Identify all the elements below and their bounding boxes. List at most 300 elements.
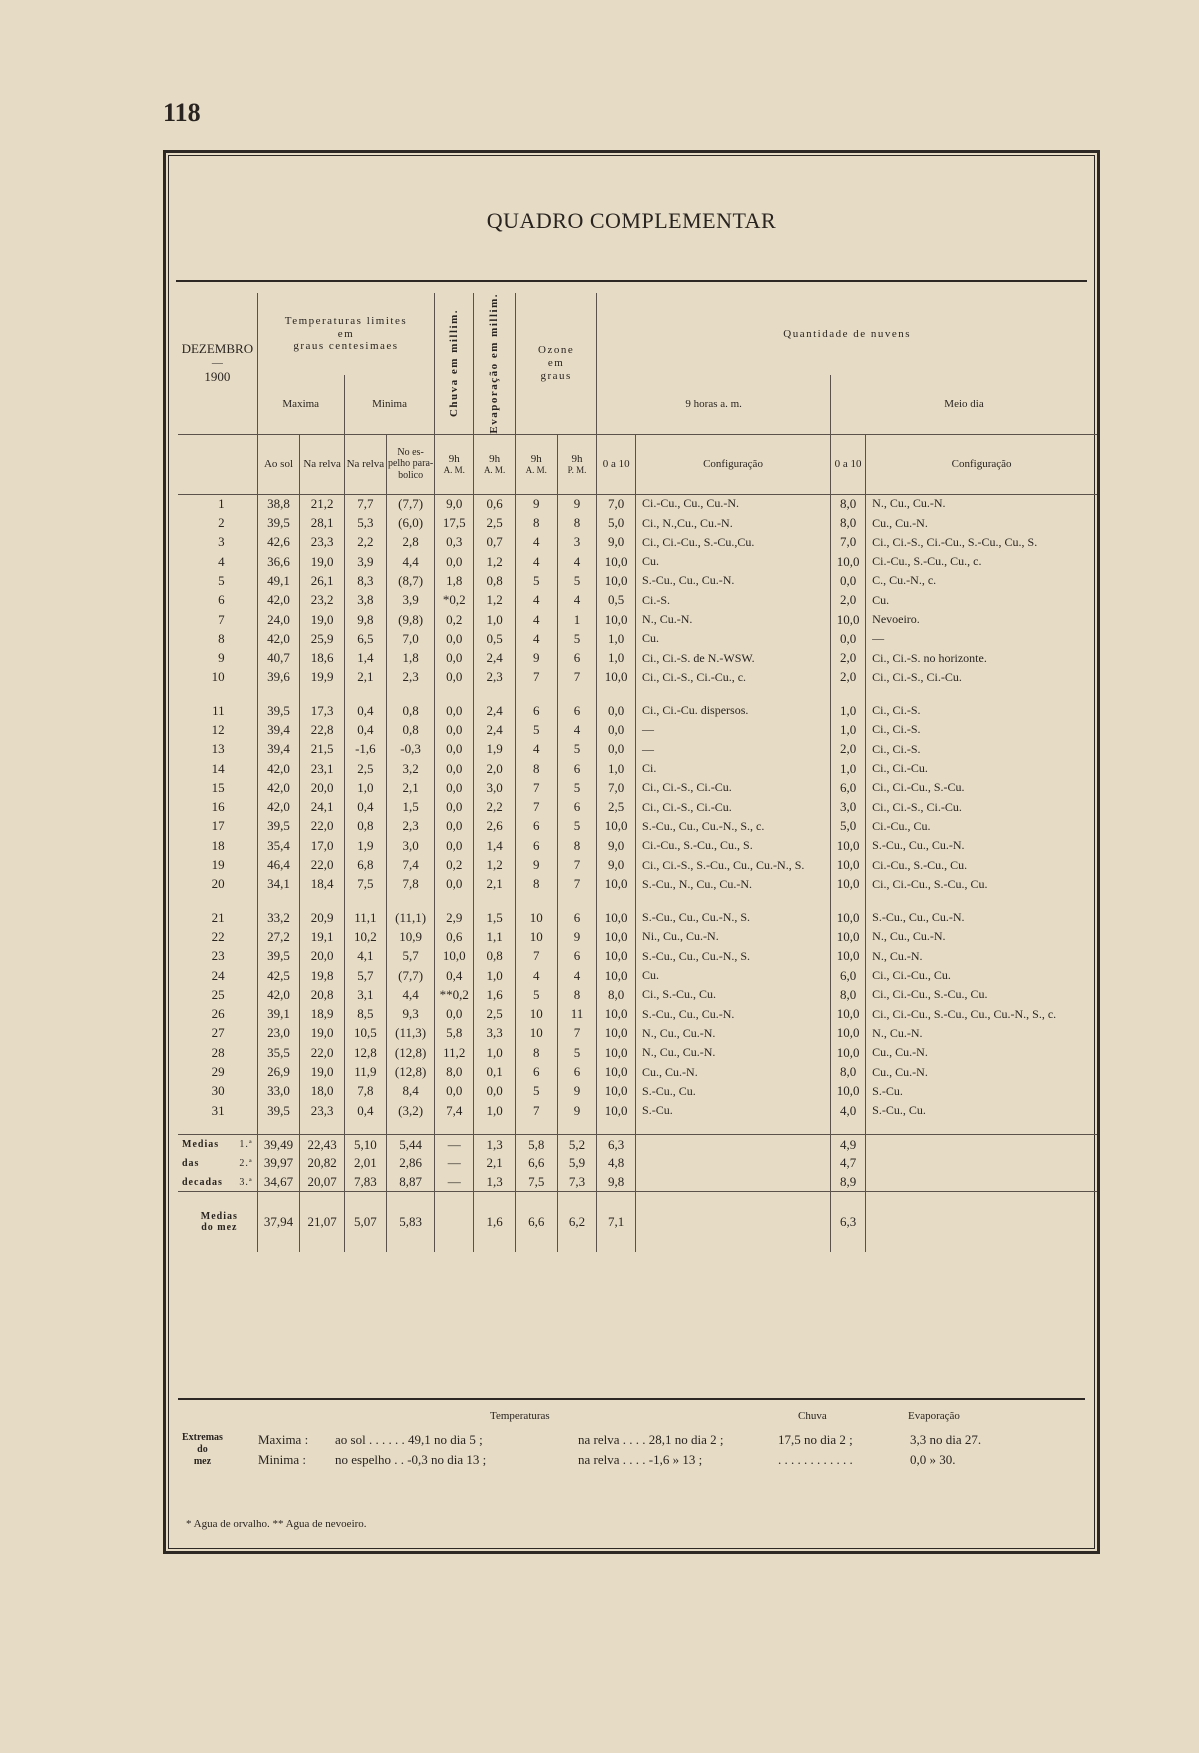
decada-ordinal: 1.ª <box>239 1139 253 1151</box>
table-cell: S.-Cu., N., Cu., Cu.-N. <box>636 875 831 894</box>
evaporacao-header: Evaporação em millim. <box>474 293 516 434</box>
table-cell: 2,3 <box>386 817 434 836</box>
maxima-header: Maxima <box>257 375 344 434</box>
table-cell: 2,0 <box>831 668 866 687</box>
table-cell: 39,5 <box>257 701 300 720</box>
table-cell: 5 <box>557 740 597 759</box>
table-cell: 10,0 <box>597 1062 636 1081</box>
table-cell: Ci., Ci.-S., S.-Cu., Cu., Cu.-N., S. <box>636 855 831 874</box>
extremas-max-chuva: 17,5 no dia 2 ; <box>778 1432 853 1447</box>
title-divider <box>176 280 1087 282</box>
decada-ordinal: 3.ª <box>239 1176 253 1188</box>
table-cell: Ci.-S. <box>636 591 831 610</box>
table-cell: 17 <box>211 818 225 834</box>
row-gap <box>178 1120 1097 1135</box>
table-cell: Ci., Ci.-S., Ci.-Cu., c. <box>636 668 831 687</box>
table-cell: 8 <box>218 630 225 646</box>
table-cell: 18,4 <box>300 875 345 894</box>
table-cell: 9,0 <box>597 533 636 552</box>
table-cell: 7 <box>557 875 597 894</box>
extremas-min-relva: na relva . . . . -1,6 » 13 ; <box>578 1452 703 1467</box>
table-cell: S.-Cu. <box>866 1082 1097 1101</box>
table-cell: — <box>636 720 831 739</box>
table-cell: 2,5 <box>344 759 386 778</box>
table-cell: 0,3 <box>435 533 474 552</box>
table-cell: 10,0 <box>831 1024 866 1043</box>
table-row <box>178 908 1097 927</box>
table-row <box>178 1082 1097 1101</box>
table-cell: Ci.-Cu., S.-Cu., Cu., c. <box>866 552 1097 571</box>
table-cell: 10,0 <box>831 552 866 571</box>
table-cell: 1,9 <box>474 740 516 759</box>
table-cell: 7,4 <box>435 1101 474 1120</box>
table-cell: 2,1 <box>386 778 434 797</box>
table-cell: 10,2 <box>344 927 386 946</box>
medias-mez-cell: 6,3 <box>831 1192 866 1252</box>
table-cell: 10,9 <box>386 927 434 946</box>
table-row <box>178 1043 1097 1062</box>
table-cell: (7,7) <box>386 966 434 985</box>
table-cell: 7 <box>557 1024 597 1043</box>
medias-cell: 39,97 <box>257 1154 300 1173</box>
table-cell: 10 <box>211 669 225 685</box>
table-cell: 5 <box>515 571 557 590</box>
medias-cell: 5,10 <box>344 1135 386 1154</box>
medias-cell <box>866 1154 1097 1173</box>
table-cell: 4 <box>515 966 557 985</box>
table-cell: 0,0 <box>435 701 474 720</box>
medias-cell: 6,6 <box>515 1154 557 1173</box>
medias-cell: 5,8 <box>515 1135 557 1154</box>
table-cell: 2,9 <box>435 908 474 927</box>
row-gap <box>178 894 1097 908</box>
table-cell: Cu., Cu.-N. <box>866 513 1097 532</box>
table-cell: Ci., Ci.-S. de N.-WSW. <box>636 648 831 667</box>
table-cell: S.-Cu., Cu. <box>636 1082 831 1101</box>
table-row <box>178 947 1097 966</box>
table-cell: 11,9 <box>344 1062 386 1081</box>
table-cell: 42,0 <box>257 759 300 778</box>
table-cell: 0,4 <box>344 798 386 817</box>
table-cell: 5,8 <box>435 1024 474 1043</box>
table-cell: 0,7 <box>474 533 516 552</box>
table-cell: 8 <box>557 985 597 1004</box>
table-cell: Cu. <box>636 552 831 571</box>
table-cell: S.-Cu., Cu., Cu.-N. <box>636 571 831 590</box>
table-cell: 4 <box>515 591 557 610</box>
medias-mez <box>178 1192 1097 1252</box>
table-cell: 10,0 <box>597 1082 636 1101</box>
table-cell: -0,3 <box>386 740 434 759</box>
table-cell: 0,0 <box>831 629 866 648</box>
page-title: QUADRO COMPLEMENTAR <box>486 208 777 233</box>
table-cell: Cu., Cu.-N. <box>866 1043 1097 1062</box>
table-cell: 9,0 <box>597 855 636 874</box>
table-cell: 7,4 <box>386 855 434 874</box>
table-cell: 20,8 <box>300 985 345 1004</box>
table-cell: Ci., Ci.-Cu., S.-Cu., Cu. <box>866 875 1097 894</box>
table-cell: 9 <box>515 855 557 874</box>
table-cell: (11,3) <box>386 1024 434 1043</box>
table-cell: 2,8 <box>386 533 434 552</box>
table-cell: 3 <box>218 534 225 550</box>
table-cell: 4 <box>515 740 557 759</box>
medias-cell <box>636 1173 831 1192</box>
table-cell: 10,0 <box>831 1043 866 1062</box>
table-cell: 33,0 <box>257 1082 300 1101</box>
table-cell: 5 <box>557 1043 597 1062</box>
medias-label-part: decadas <box>182 1176 223 1188</box>
table-cell: 0,0 <box>597 720 636 739</box>
table-cell: N., Cu.-N. <box>866 1024 1097 1043</box>
table-cell: 12 <box>211 721 225 737</box>
table-row <box>178 778 1097 797</box>
table-cell: (11,1) <box>386 908 434 927</box>
table-cell: 5,3 <box>344 513 386 532</box>
table-cell: 10,0 <box>597 668 636 687</box>
table-cell: 42,0 <box>257 798 300 817</box>
table-cell: 8 <box>515 513 557 532</box>
table-cell: 39,1 <box>257 1005 300 1024</box>
table-cell: 6 <box>557 759 597 778</box>
table-cell: 24,0 <box>257 610 300 629</box>
table-cell: 10,0 <box>597 571 636 590</box>
table-cell: 2,3 <box>386 668 434 687</box>
table-cell: 16 <box>211 799 225 815</box>
table-cell: 7 <box>515 1101 557 1120</box>
table-cell: 0,0 <box>831 571 866 590</box>
table-cell: Ci., Ci.-S., Ci.-Cu. <box>636 778 831 797</box>
nuvens-header: Quantidade de nuvens <box>597 293 1097 375</box>
medias-cell: 5,9 <box>557 1154 597 1173</box>
table-cell: 20,0 <box>300 778 345 797</box>
table-cell: 9 <box>557 927 597 946</box>
table-cell: 8,4 <box>386 1082 434 1101</box>
medias-mez-label-2: do mez <box>201 1222 238 1234</box>
table-cell: 10,5 <box>344 1024 386 1043</box>
table-cell: 10,0 <box>597 817 636 836</box>
table-row <box>178 740 1097 759</box>
table-cell: 7 <box>557 855 597 874</box>
table-cell: 8 <box>557 836 597 855</box>
medias-cell: 2,1 <box>474 1154 516 1173</box>
table-cell: 10 <box>515 908 557 927</box>
table-cell: 19,0 <box>300 610 345 629</box>
table-cell: 6,0 <box>831 966 866 985</box>
table-cell: Ci., Ci.-Cu., Cu. <box>866 966 1097 985</box>
temperature-group-header: Temperaturas limites em graus centesimaes <box>257 293 435 375</box>
table-cell: 19,0 <box>300 1062 345 1081</box>
nuvens-9h-scale-header: 0 a 10 <box>597 434 636 494</box>
table-cell: 0,6 <box>435 927 474 946</box>
table-row <box>178 836 1097 855</box>
table-cell: 10,0 <box>597 1005 636 1024</box>
medias-cell: 2,86 <box>386 1154 434 1173</box>
table-cell: 0,2 <box>435 610 474 629</box>
table-cell: 5,7 <box>386 947 434 966</box>
minima-header: Minima <box>344 375 434 434</box>
table-cell: 0,0 <box>435 552 474 571</box>
table-cell: 3,0 <box>386 836 434 855</box>
table-cell: S.-Cu., Cu., Cu.-N., S., c. <box>636 817 831 836</box>
medias-cell: 20,82 <box>300 1154 345 1173</box>
table-cell: 11 <box>557 1005 597 1024</box>
extremas-chuva-header: Chuva <box>798 1410 827 1422</box>
table-cell: 8,0 <box>435 1062 474 1081</box>
table-cell: 13 <box>211 741 225 757</box>
table-cell: 27 <box>211 1025 225 1041</box>
extremas-temperaturas-header: Temperaturas <box>490 1410 550 1422</box>
table-cell: 4 <box>557 552 597 571</box>
table-cell: 25,9 <box>300 629 345 648</box>
table-cell: 18 <box>211 837 225 853</box>
table-cell: 6 <box>557 947 597 966</box>
table-cell: 5,0 <box>831 817 866 836</box>
table-row <box>178 494 1097 513</box>
evap-hour-header: 9h A. M. <box>474 434 516 494</box>
table-cell: 10,0 <box>831 836 866 855</box>
table-cell: Ci., S.-Cu., Cu. <box>636 985 831 1004</box>
extremas-max-sol: ao sol . . . . . . 49,1 no dia 5 ; <box>335 1432 483 1447</box>
table-cell: 4 <box>515 629 557 648</box>
medias-cell: 7,83 <box>344 1173 386 1192</box>
medias-cell: 9,8 <box>597 1173 636 1192</box>
table-cell: 1,0 <box>474 1043 516 1062</box>
table-cell: 7,0 <box>597 494 636 513</box>
table-cell: 33,2 <box>257 908 300 927</box>
table-cell: 5,0 <box>597 513 636 532</box>
extremas-evaporacao-header: Evaporação <box>908 1410 960 1422</box>
decada-ordinal: 2.ª <box>239 1157 253 1169</box>
table-cell: 10,0 <box>597 1101 636 1120</box>
table-cell: 4 <box>557 966 597 985</box>
table-cell: 42,6 <box>257 533 300 552</box>
table-cell: 2,5 <box>474 513 516 532</box>
table-cell: S.-Cu., Cu. <box>866 1101 1097 1120</box>
table-cell: S.-Cu., Cu., Cu.-N., S. <box>636 947 831 966</box>
table-cell: 28 <box>211 1044 225 1060</box>
table-row <box>178 875 1097 894</box>
table-cell: 8,0 <box>831 513 866 532</box>
table-cell: Ci., Ci.-Cu., S.-Cu.,Cu. <box>636 533 831 552</box>
table-cell: 10,0 <box>831 1005 866 1024</box>
table-cell: 22,8 <box>300 720 345 739</box>
table-cell: 10,0 <box>597 908 636 927</box>
table-cell: 29 <box>211 1064 225 1080</box>
table-cell: 9 <box>557 1101 597 1120</box>
table-cell: 4,4 <box>386 985 434 1004</box>
medias-cell <box>866 1135 1097 1154</box>
table-cell: 1,0 <box>344 778 386 797</box>
table-cell: Cu., Cu.-N. <box>636 1062 831 1081</box>
extremas-label: Extremas do mez <box>182 1432 223 1467</box>
table-cell: 1,0 <box>474 1101 516 1120</box>
extremas-min-espelho: no espelho . . -0,3 no dia 13 ; <box>335 1452 487 1467</box>
table-cell: 4 <box>218 553 225 569</box>
table-cell: 39,5 <box>257 513 300 532</box>
table-cell: 46,4 <box>257 855 300 874</box>
days-21-31 <box>178 908 1097 1135</box>
table-cell: 6 <box>515 1062 557 1081</box>
table-cell: 19,1 <box>300 927 345 946</box>
table-cell: 1,5 <box>386 798 434 817</box>
table-cell: 9,0 <box>597 836 636 855</box>
table-cell: 36,6 <box>257 552 300 571</box>
na-relva-max-header: Na relva <box>300 434 345 494</box>
table-cell: 0,0 <box>597 701 636 720</box>
table-cell: 0,6 <box>474 494 516 513</box>
medias-cell: 5,2 <box>557 1135 597 1154</box>
table-cell: 27,2 <box>257 927 300 946</box>
table-cell: N., Cu., Cu.-N. <box>866 927 1097 946</box>
medias-cell: 20,07 <box>300 1173 345 1192</box>
table-cell: 3,8 <box>344 591 386 610</box>
table-row <box>178 513 1097 532</box>
table-cell: 39,5 <box>257 947 300 966</box>
table-row <box>178 1005 1097 1024</box>
table-cell: 34,1 <box>257 875 300 894</box>
medias-cell: 5,44 <box>386 1135 434 1154</box>
table-cell: 19,0 <box>300 1024 345 1043</box>
table-row <box>178 629 1097 648</box>
table-cell: (8,7) <box>386 571 434 590</box>
table-cell: 2,1 <box>344 668 386 687</box>
table-row <box>178 1062 1097 1081</box>
medias-mez-cell: 7,1 <box>597 1192 636 1252</box>
table-cell: 26 <box>211 1006 225 1022</box>
table-cell: 23,1 <box>300 759 345 778</box>
table-cell: Ci.-Cu., S.-Cu., Cu. <box>866 855 1097 874</box>
table-cell: 6 <box>557 701 597 720</box>
medias-cell: — <box>435 1173 474 1192</box>
table-row <box>178 966 1097 985</box>
medias-label-part: das <box>182 1157 200 1169</box>
table-cell: 1,5 <box>474 908 516 927</box>
table-cell: **0,2 <box>435 985 474 1004</box>
table-cell: 7 <box>515 778 557 797</box>
table-cell: Ci., Ci.-Cu., S.-Cu. <box>866 778 1097 797</box>
table-cell: 4 <box>515 610 557 629</box>
table-cell: 1,2 <box>474 552 516 571</box>
table-cell: 8 <box>515 759 557 778</box>
table-cell: 8,0 <box>831 1062 866 1081</box>
table-cell: 2,6 <box>474 817 516 836</box>
table-cell: 1,6 <box>474 985 516 1004</box>
table-cell: 6 <box>557 1062 597 1081</box>
table-cell: 8 <box>557 513 597 532</box>
table-row <box>178 701 1097 720</box>
table-cell: 49,1 <box>257 571 300 590</box>
medias-cell: 8,9 <box>831 1173 866 1192</box>
table-cell: 6 <box>515 836 557 855</box>
table-cell: 1,4 <box>474 836 516 855</box>
medias-cell: 4,8 <box>597 1154 636 1173</box>
medias-cell: 1,3 <box>474 1135 516 1154</box>
table-cell: 0,0 <box>435 1005 474 1024</box>
table-cell: 0,2 <box>435 855 474 874</box>
table-cell: 1,0 <box>831 701 866 720</box>
table-cell: 21,5 <box>300 740 345 759</box>
table-cell: 10,0 <box>831 875 866 894</box>
table-cell: 10,0 <box>831 927 866 946</box>
table-cell: 6,5 <box>344 629 386 648</box>
table-cell: 1 <box>557 610 597 629</box>
table-cell: Ni., Cu., Cu.-N. <box>636 927 831 946</box>
table-row <box>178 927 1097 946</box>
table-cell: 10,0 <box>597 552 636 571</box>
table-cell: 0,4 <box>344 720 386 739</box>
table-cell: 24 <box>211 967 225 983</box>
chuva-header: Chuva em millim. <box>435 293 474 434</box>
table-cell: 42,0 <box>257 985 300 1004</box>
table-cell: 3,1 <box>344 985 386 1004</box>
footnotes: * Agua de orvalho. ** Agua de nevoeiro. <box>186 1518 367 1530</box>
medias-cell: 34,67 <box>257 1173 300 1192</box>
ozone-header: Ozone em graus <box>515 293 596 434</box>
table-cell: 0,0 <box>435 875 474 894</box>
table-cell: 11 <box>212 702 225 718</box>
table-cell: 40,7 <box>257 648 300 667</box>
table-cell: 10 <box>515 1024 557 1043</box>
medias-mez-cell: 6,2 <box>557 1192 597 1252</box>
table-cell: 0,8 <box>474 571 516 590</box>
medias-mez-cell <box>866 1192 1097 1252</box>
medias-mez-cell: 5,83 <box>386 1192 434 1252</box>
table-cell: 0,4 <box>344 1101 386 1120</box>
table-cell: 1 <box>218 495 225 511</box>
table-cell: 9 <box>515 648 557 667</box>
table-cell: 6,0 <box>831 778 866 797</box>
table-cell: 2,1 <box>474 875 516 894</box>
days-11-20 <box>178 701 1097 908</box>
data-table <box>178 293 1097 1252</box>
table-cell: (9,8) <box>386 610 434 629</box>
table-cell: 6 <box>557 908 597 927</box>
medias-cell <box>636 1154 831 1173</box>
table-row <box>178 1024 1097 1043</box>
extremas-min-chuva: . . . . . . . . . . . . <box>778 1452 853 1467</box>
table-cell: 38,8 <box>257 494 300 513</box>
table-cell: 0,5 <box>597 591 636 610</box>
medias-mez-cell: 21,07 <box>300 1192 345 1252</box>
table-cell: 2,4 <box>474 720 516 739</box>
month-header: DEZEMBRO — 1900 <box>178 293 257 434</box>
table-cell: 3,0 <box>831 798 866 817</box>
table-cell: 0,8 <box>344 817 386 836</box>
table-cell: 0,0 <box>435 1082 474 1101</box>
table-cell: 26,1 <box>300 571 345 590</box>
table-cell: 0,0 <box>435 720 474 739</box>
medias-cell: — <box>435 1135 474 1154</box>
table-cell: 6 <box>218 592 225 608</box>
table-cell: N., Cu.-N. <box>636 610 831 629</box>
table-cell: 20,9 <box>300 908 345 927</box>
table-cell: Ci.-Cu., Cu., Cu.-N. <box>636 494 831 513</box>
table-cell: Cu. <box>636 966 831 985</box>
table-row <box>178 552 1097 571</box>
table-cell: 5 <box>557 817 597 836</box>
table-cell: 2,0 <box>831 740 866 759</box>
table-cell: 17,3 <box>300 701 345 720</box>
table-cell: 39,5 <box>257 1101 300 1120</box>
table-cell: 18,9 <box>300 1005 345 1024</box>
table-cell: 2,2 <box>344 533 386 552</box>
table-cell: 39,4 <box>257 740 300 759</box>
table-cell: 0,0 <box>597 740 636 759</box>
table-cell: 24,1 <box>300 798 345 817</box>
table-cell: 35,4 <box>257 836 300 855</box>
table-cell: 10,0 <box>597 875 636 894</box>
